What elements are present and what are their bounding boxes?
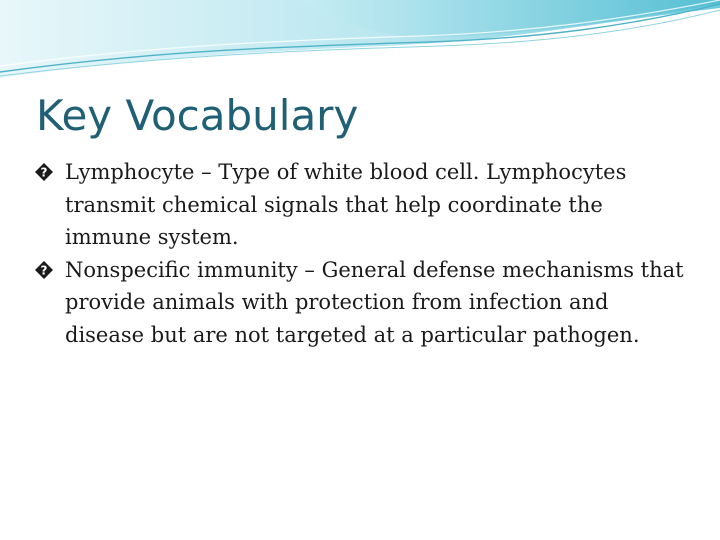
- svg-text:?: ?: [40, 263, 48, 277]
- bullet-list: [34, 156, 684, 351]
- bullet-item-nonspecific-immunity: [34, 254, 684, 352]
- slide-title: Key Vocabulary: [36, 91, 359, 140]
- bullet-item-lymphocyte: [34, 156, 684, 254]
- replacement-character-icon: [34, 260, 54, 280]
- svg-text:?: ?: [40, 165, 48, 180]
- bullet-text: Nonspecific immunity – General defense mechanisms that provide animals with protection from infection and disease but are not targeted at a particular pathogen.: [65, 257, 684, 347]
- bullet-text: Lymphocyte – Type of white blood cell. Lymphocytes transmit chemical signals that help coordinate the immune system.: [65, 160, 627, 249]
- header-wave-decoration: [0, 0, 720, 90]
- replacement-character-icon: [34, 162, 54, 182]
